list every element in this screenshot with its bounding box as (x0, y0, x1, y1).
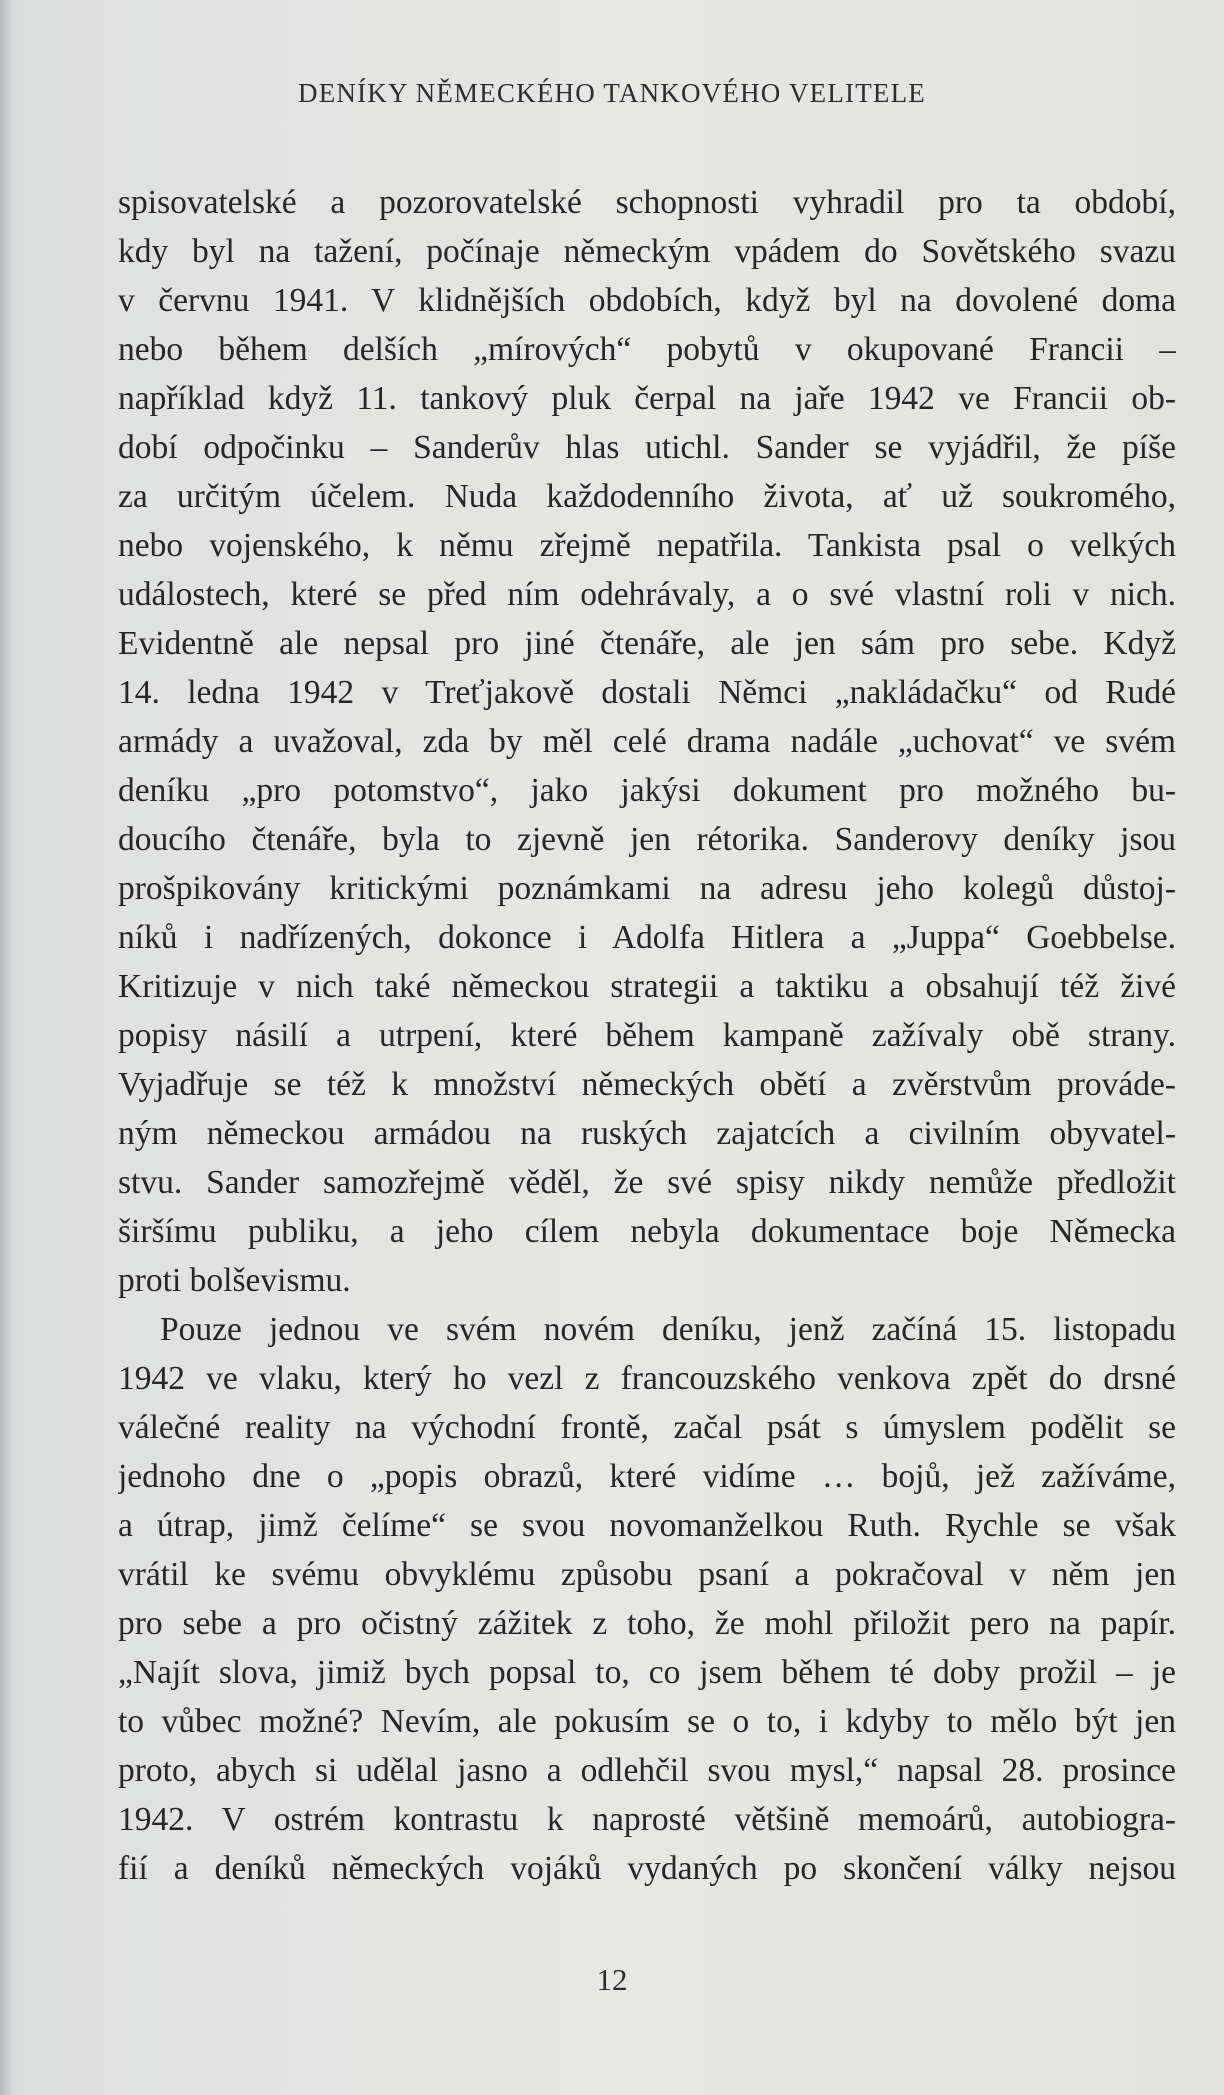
text-line: doucího čtenáře, byla to zjevně jen rétorika. Sanderovy deníky jsou (118, 821, 1176, 858)
text-line: například když 11. tankový pluk čerpal na jaře 1942 ve Francii ob- (118, 380, 1176, 417)
text-line: stvu. Sander samozřejmě věděl, že své spisy nikdy nemůže předložit (118, 1164, 1176, 1201)
text-line: armády a uvažoval, zda by měl celé drama nadále „uchovat“ ve svém (118, 723, 1176, 760)
paragraph-1 (118, 178, 1176, 1305)
text-line: proto, abych si udělal jasno a odlehčil svou mysl,“ napsal 28. prosince (118, 1752, 1176, 1789)
text-line: Vyjadřuje se též k množství německých obětí a zvěrstvům prováde- (118, 1066, 1176, 1103)
text-line: 1942. V ostrém kontrastu k naprosté většině memoárů, autobiogra- (118, 1801, 1176, 1838)
text-line: Pouze jednou ve svém novém deníku, jenž začíná 15. listopadu (160, 1311, 1176, 1348)
text-line: prošpikovány kritickými poznámkami na adresu jeho kolegů důstoj- (118, 870, 1176, 907)
text-line: „Najít slova, jimiž bych popsal to, co jsem během té doby prožil – je (118, 1654, 1176, 1691)
paragraph-2 (118, 1305, 1176, 1893)
text-line: spisovatelské a pozorovatelské schopnosti vyhradil pro ta období, (118, 184, 1176, 221)
text-line: událostech, které se před ním odehrávaly, a o své vlastní roli v nich. (118, 576, 1176, 613)
page-gutter-shadow (0, 0, 14, 2095)
text-line: fií a deníků německých vojáků vydaných po skončení války nejsou (118, 1850, 1176, 1887)
text-line: to vůbec možné? Nevím, ale pokusím se o to, i kdyby to mělo být jen (118, 1703, 1176, 1740)
text-line: vrátil ke svému obvyklému způsobu psaní a pokračoval v něm jen (118, 1556, 1176, 1593)
text-line: 14. ledna 1942 v Treťjakově dostali Němci „nakládačku“ od Rudé (118, 674, 1176, 711)
text-line: níků i nadřízených, dokonce i Adolfa Hitlera a „Juppa“ Goebbelse. (118, 919, 1176, 956)
text-line: popisy násilí a utrpení, které během kampaně zažívaly obě strany. (118, 1017, 1176, 1054)
running-head: DENÍKY NĚMECKÉHO TANKOVÉHO VELITELE (298, 78, 926, 108)
text-line: jednoho dne o „popis obrazů, které vidíme … bojů, jež zažíváme, (118, 1458, 1176, 1495)
text-line: válečné reality na východní frontě, začal psát s úmyslem podělit se (118, 1409, 1176, 1446)
text-line: nebo vojenského, k němu zřejmě nepatřila. Tankista psal o velkých (118, 527, 1176, 564)
body-text (118, 178, 1176, 1893)
text-line: v červnu 1941. V klidnějších obdobích, když byl na dovolené doma (118, 282, 1176, 319)
text-line: širšímu publiku, a jeho cílem nebyla dokumentace boje Německa (118, 1213, 1176, 1250)
text-line: a útrap, jimž čelíme“ se svou novomanželkou Ruth. Rychle se však (118, 1507, 1176, 1544)
text-line: nebo během delších „mírových“ pobytů v okupované Francii – (118, 331, 1176, 368)
text-line: Kritizuje v nich také německou strategii a taktiku a obsahují též živé (118, 968, 1176, 1005)
text-line: ným německou armádou na ruských zajatcích a civilním obyvatel- (118, 1115, 1176, 1152)
text-line: pro sebe a pro očistný zážitek z toho, že mohl přiložit pero na papír. (118, 1605, 1176, 1642)
text-line: 1942 ve vlaku, který ho vezl z francouzského venkova zpět do drsné (118, 1360, 1176, 1397)
text-line: Evidentně ale nepsal pro jiné čtenáře, ale jen sám pro sebe. Když (118, 625, 1176, 662)
text-line: proti bolševismu. (118, 1262, 351, 1299)
text-line: deníku „pro potomstvo“, jako jakýsi dokument pro možného bu- (118, 772, 1176, 809)
text-line: dobí odpočinku – Sanderův hlas utichl. Sander se vyjádřil, že píše (118, 429, 1176, 466)
text-line: kdy byl na tažení, počínaje německým vpádem do Sovětského svazu (118, 233, 1176, 270)
text-line: za určitým účelem. Nuda každodenního života, ať už soukromého, (118, 478, 1176, 515)
page-number: 12 (596, 1962, 628, 1997)
